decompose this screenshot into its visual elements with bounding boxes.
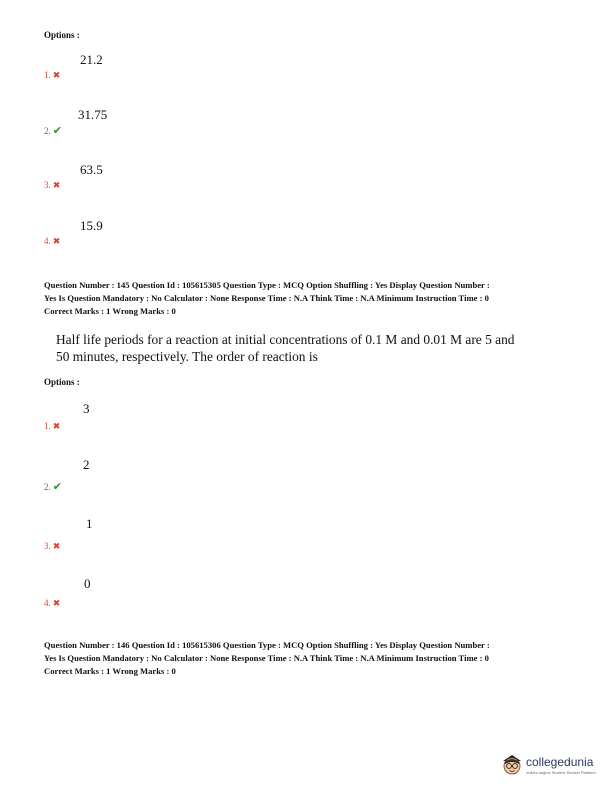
question-meta [44, 639, 574, 678]
option-value: 63.5 [80, 162, 103, 177]
option-number [44, 541, 60, 552]
options-label: Options : [44, 30, 80, 40]
logo-tagline: India's largest Student Review Platform [526, 770, 596, 775]
option-value: 0 [84, 576, 91, 591]
check-icon: ✔ [52, 125, 62, 137]
option-number [44, 180, 60, 191]
option-value: 21.2 [80, 52, 103, 67]
cross-icon: ✖ [52, 421, 61, 431]
option-value: 2 [83, 457, 90, 472]
meta-line: Question Number : 145 Question Id : 105615305 Question Type : MCQ Option Shuffling : Yes Display Question Number : [44, 280, 490, 290]
meta-line: Yes Is Question Mandatory : No Calculator : None Response Time : N.A Think Time : N.A Minimum Instruction Time : 0 [44, 653, 489, 663]
logo-name: collegedunia [526, 755, 594, 769]
option-number-text: 3. [44, 180, 51, 190]
collegedunia-logo [500, 752, 596, 778]
check-icon: ✔ [52, 481, 62, 493]
meta-line: Correct Marks : 1 Wrong Marks : 0 [44, 306, 176, 316]
option-value: 31.75 [78, 107, 108, 122]
option-value: 15.9 [80, 218, 103, 233]
meta-line: Correct Marks : 1 Wrong Marks : 0 [44, 666, 176, 676]
option-number-text: 2. [44, 126, 51, 136]
cross-icon: ✖ [52, 236, 61, 246]
option-number-text: 3. [44, 541, 51, 551]
cross-icon: ✖ [52, 541, 61, 551]
option-value: 1 [86, 516, 93, 531]
mascot-icon [500, 752, 524, 778]
question-text [56, 331, 576, 365]
question-line: Half life periods for a reaction at initial concentrations of 0.1 M and 0.01 M are 5 and [56, 332, 515, 347]
option-number [44, 480, 62, 493]
question-line: 50 minutes, respectively. The order of reaction is [56, 349, 318, 364]
question-meta [44, 279, 574, 318]
cross-icon: ✖ [52, 180, 61, 190]
meta-line: Question Number : 146 Question Id : 105615306 Question Type : MCQ Option Shuffling : Yes Display Question Number : [44, 640, 490, 650]
meta-line: Yes Is Question Mandatory : No Calculator : None Response Time : N.A Think Time : N.A Minimum Instruction Time : 0 [44, 293, 489, 303]
option-number-text: 4. [44, 598, 51, 608]
option-number-text: 2. [44, 482, 51, 492]
cross-icon: ✖ [52, 70, 61, 80]
options-label: Options : [44, 377, 80, 387]
option-number [44, 598, 60, 609]
option-number [44, 124, 62, 137]
option-number-text: 1. [44, 421, 51, 431]
option-number-text: 4. [44, 236, 51, 246]
option-number [44, 421, 60, 432]
option-number [44, 236, 60, 247]
cross-icon: ✖ [52, 598, 61, 608]
option-number-text: 1. [44, 70, 51, 80]
option-number [44, 70, 60, 81]
option-value: 3 [83, 401, 90, 416]
